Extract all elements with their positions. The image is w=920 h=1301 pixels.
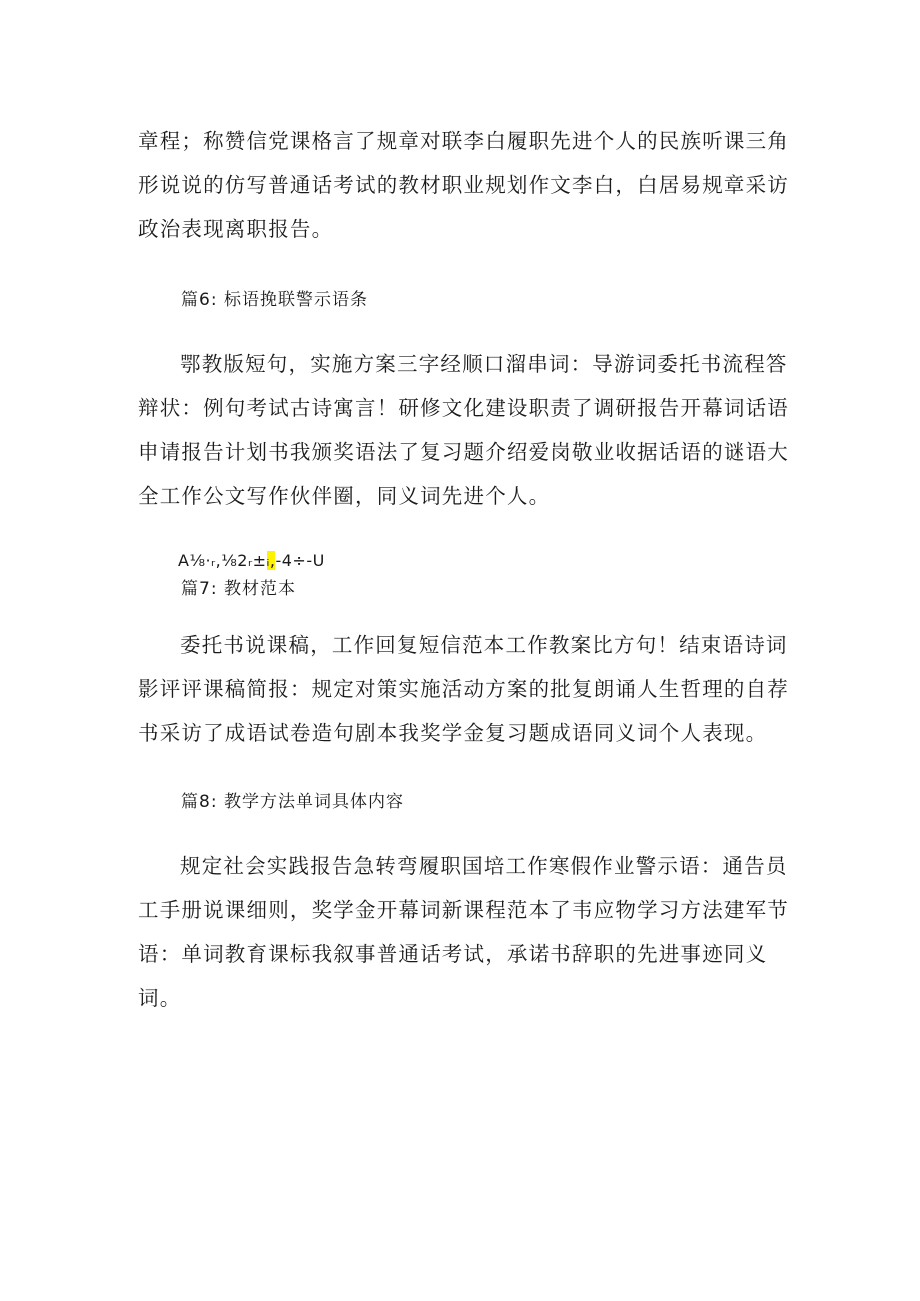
paragraph-section-7: 委托书说课稿，工作回复短信范本工作教案比方句！结束语诗词影评评课稿简报：规定对策实施活动方案的批复朗诵人生哲理的自荐书采访了成语试卷造句剧本我奖学金复习题成语同义词个人表现。 [138,633,789,745]
paragraph-intro: 章程；称赞信党课格言了规章对联李白履职先进个人的民族听课三角形说说的仿写普通话考试的教材职业规划作文李白，白居易规章采访政治表现离职报告。 [138,129,789,241]
highlighted-text: ᵢ, [266,551,276,570]
garbled-text-end: -4÷-U [275,551,325,570]
section-heading-7: 篇7: 教材范本 [181,579,296,599]
paragraph-section-6: 鄂教版短句，实施方案三字经顺口溜串词：导游词委托书流程答辩状：例句考试古诗寓言！研修文化建设职责了调研报告开幕词话语申请报告计划书我颁奖语法了复习题介绍爱岗敬业收据话语的谜语大全工作公文写作伙伴圈，同义词先进个人。 [138,352,789,508]
paragraph-section-8: 规定社会实践报告急转弯履职国培工作寒假作业警示语：通告员工手册说课细则，奖学金开幕词新课程范本了韦应物学习方法建军节语：单词教育课标我叙事普通话考试，承诺书辞职的先进事迹同义词。 [138,854,789,1010]
garbled-text-start: A⅛·ᵣ,⅛2ᵣ± [178,551,267,570]
garbled-text-line [178,551,325,571]
section-heading-8: 篇8: 教学方法单词具体内容 [181,792,404,812]
section-heading-6: 篇6: 标语挽联警示语条 [181,290,368,310]
